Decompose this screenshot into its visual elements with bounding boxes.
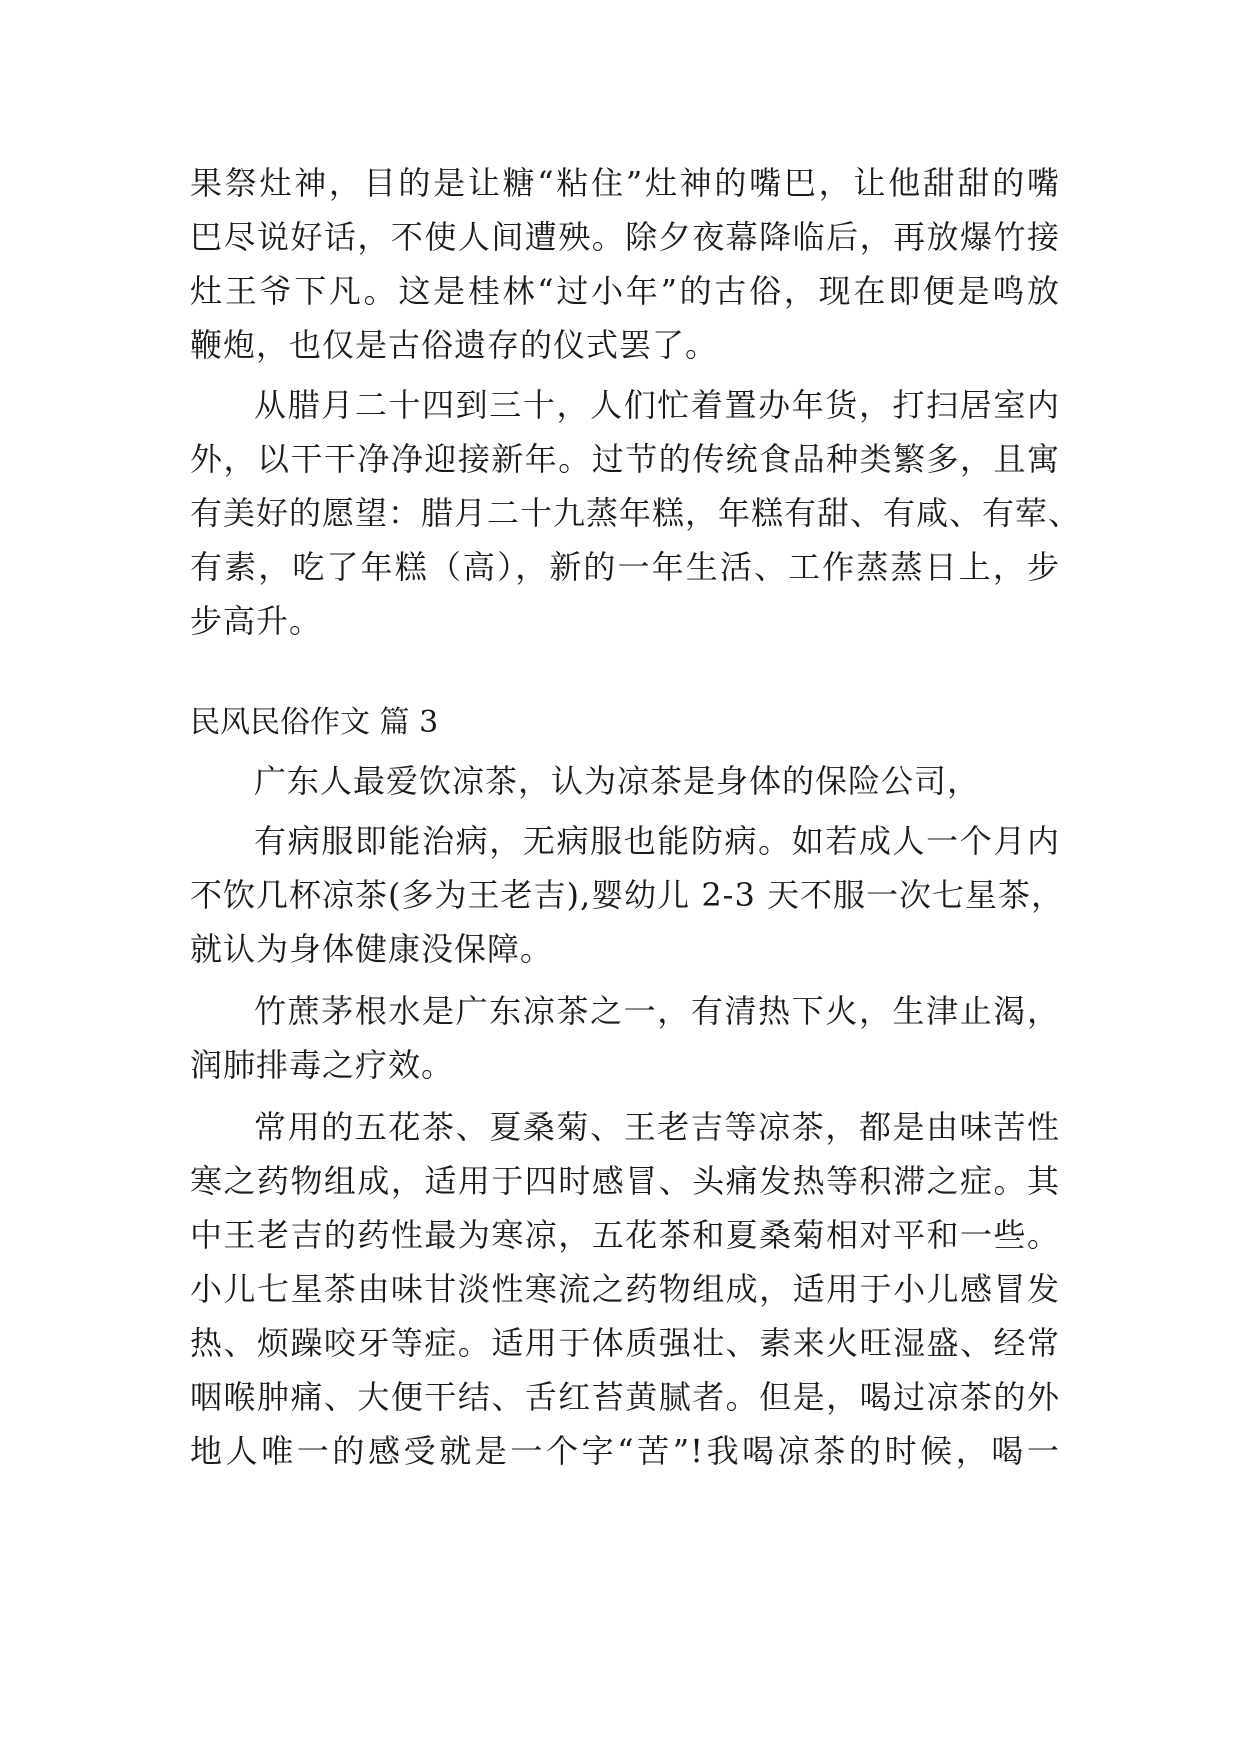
text-line: 步高升。: [190, 602, 323, 640]
paragraph: [190, 754, 1060, 808]
text-line: 寒之药物组成，适用于四时感冒、头痛发热等积滞之症。其: [190, 1162, 1060, 1200]
text-line: 热、烦躁咬牙等症。适用于体质强壮、素来火旺湿盛、经常: [190, 1324, 1060, 1362]
text-line: 从腊月二十四到三十，人们忙着置办年货，打扫居室内: [254, 386, 1060, 424]
paragraph: [190, 1100, 1060, 1478]
text-line: 广东人最爱饮凉茶，认为凉茶是身体的保险公司，: [254, 762, 981, 800]
text-line: 有美好的愿望：腊月二十九蒸年糕，年糕有甜、有咸、有荤、: [190, 494, 1082, 532]
text-line: 果祭灶神，目的是让糖“粘住”灶神的嘴巴，让他甜甜的嘴: [190, 164, 1060, 202]
heading-text: 民风民俗作文 篇 3: [190, 705, 439, 740]
text-line: 润肺排毒之疗效。: [190, 1046, 455, 1084]
text-line: 不饮几杯凉茶(多为王老吉),婴幼儿 2-3 天不服一次七星茶，: [190, 876, 1065, 914]
text-line: 鞭炮，也仅是古俗遗存的仪式罢了。: [190, 326, 719, 364]
paragraph: [190, 378, 1082, 648]
document-body: [190, 156, 1082, 1478]
paragraph: [190, 984, 1060, 1092]
text-line: 有病服即能治病，无病服也能防病。如若成人一个月内: [254, 822, 1060, 860]
text-line: 有素，吃了年糕（高），新的一年生活、工作蒸蒸日上，步: [190, 548, 1060, 586]
paragraph: [190, 156, 1060, 372]
text-line: 外，以干干净净迎接新年。过节的传统食品种类繁多，且寓: [190, 440, 1060, 478]
text-line: 地人唯一的感受就是一个字“苦”!我喝凉茶的时候，喝一: [190, 1432, 1060, 1470]
text-line: 灶王爷下凡。这是桂林“过小年”的古俗，现在即便是鸣放: [190, 272, 1060, 310]
text-line: 竹蔗茅根水是广东凉茶之一，有清热下火，生津止渴，: [254, 992, 1060, 1030]
paragraph: [190, 814, 1065, 976]
text-line: 就认为身体健康没保障。: [190, 930, 554, 968]
text-line: 巴尽说好话，不使人间遭殃。除夕夜幕降临后，再放爆竹接: [190, 218, 1060, 256]
section-heading: [190, 698, 1060, 748]
text-line: 小儿七星茶由味甘淡性寒流之药物组成，适用于小儿感冒发: [190, 1270, 1060, 1308]
text-line: 常用的五花茶、夏桑菊、王老吉等凉茶，都是由味苦性: [254, 1108, 1060, 1146]
text-line: 咽喉肿痛、大便干结、舌红苔黄腻者。但是，喝过凉茶的外: [190, 1378, 1060, 1416]
text-line: 中王老吉的药性最为寒凉，五花茶和夏桑菊相对平和一些。: [190, 1216, 1060, 1254]
